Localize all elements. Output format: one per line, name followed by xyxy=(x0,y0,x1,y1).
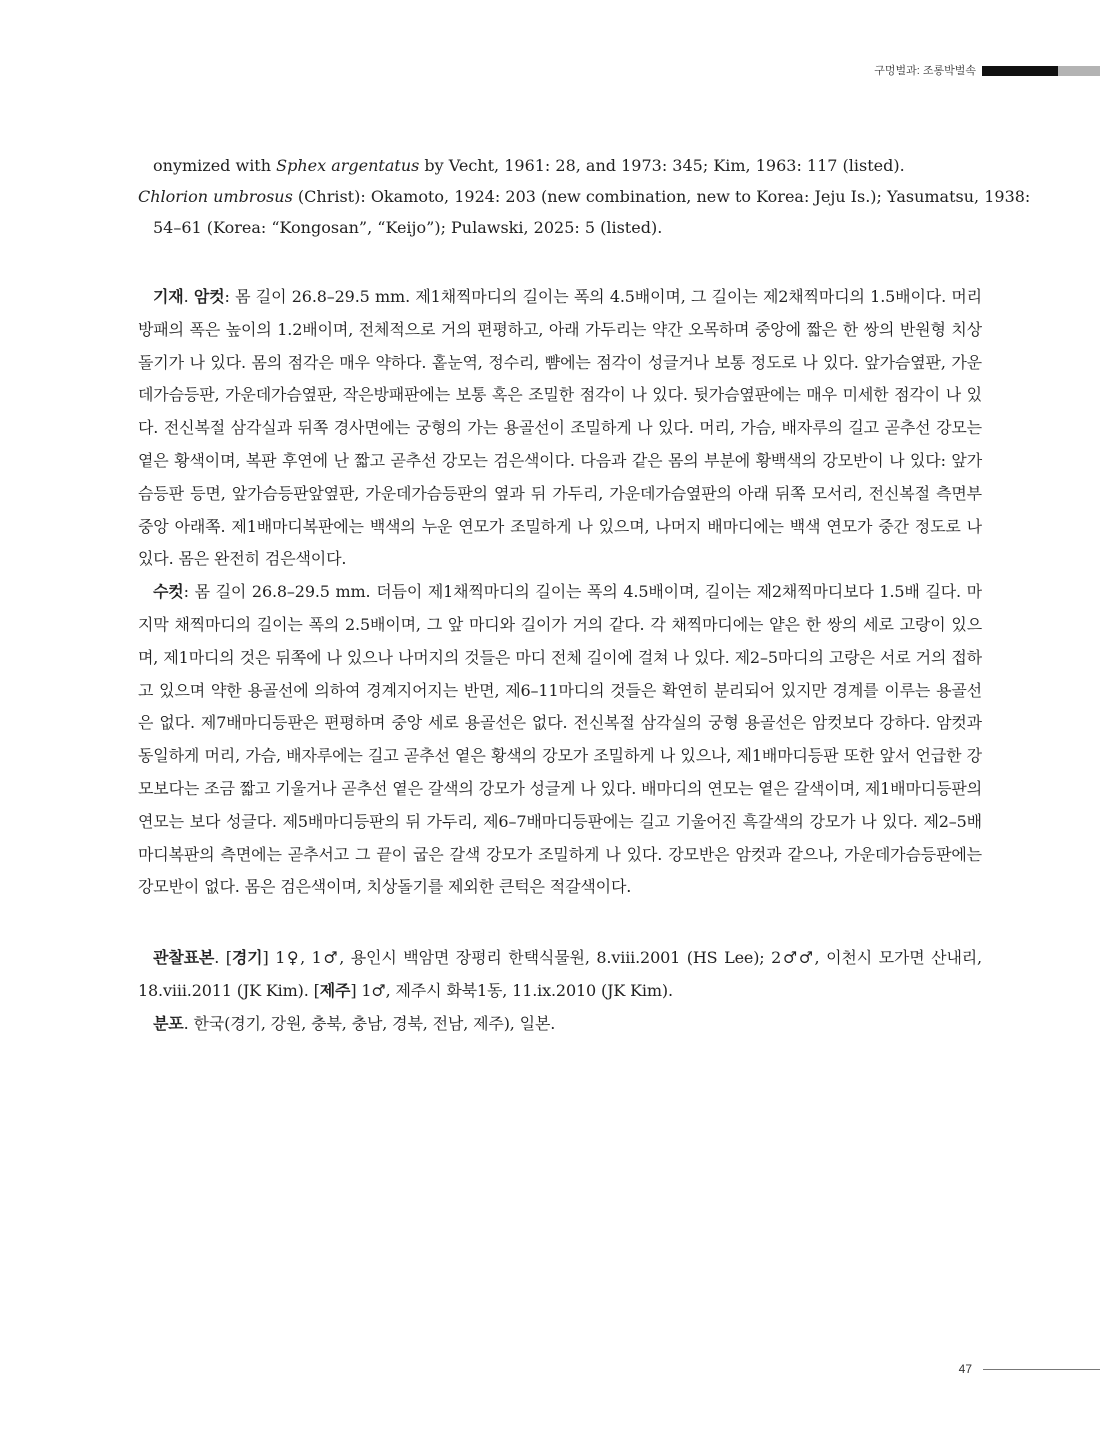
male-label: 수컷 xyxy=(153,582,184,602)
header-bar-light xyxy=(1058,66,1100,76)
page-footer xyxy=(0,1361,1100,1377)
species-name: Chlorion umbrosus xyxy=(138,187,293,206)
synonymy-line-3: 54–61 (Korea: “Kongosan”, “Keijo”); Pulawski, 2025: 5 (listed). xyxy=(153,218,663,237)
synonymy-line-1: onymized with Sphex argentatus by Vecht, 1961: 28, and 1973: 345; Kim, 1963: 117 (listed). xyxy=(153,156,905,175)
page-number: 47 xyxy=(958,1362,972,1376)
region-label: 경기 xyxy=(231,948,263,968)
description-section xyxy=(138,281,982,904)
header-bar-dark xyxy=(982,66,1058,76)
species-name: Sphex argentatus xyxy=(276,156,420,175)
page-body xyxy=(138,150,1031,1041)
material-section xyxy=(138,942,982,1040)
region-label: 제주 xyxy=(319,980,351,1000)
distribution: 분포. 한국(경기, 강원, 충북, 충남, 경북, 전남, 제주), 일본. xyxy=(153,1013,556,1033)
footer-rule xyxy=(983,1369,1100,1370)
male-description: 수컷: 몸 길이 26.8–29.5 mm. 더듬이 제1채찍마디의 길이는 폭의 4.5배이며, 길이는 제2채찍마디보다 1.5배 길다. 마지막 채찍마디의 길이는 폭의 2.5배이며, 그 앞 마디와 길이가 거의 같다. 각 채찍마디에는 얕은 한 쌍의 세로 고랑이 있으며, 제1마디의 것은 뒤쪽에 나 있으나 나머지의 것들은 마디 전체 길이에 걸쳐 나 있다. 제2–5마디의 고랑은 서로 거의 접하고 있으며 약한 용골선에 의하여 경계지어지는 반면, 제6–11마디의 것들은 확연히 분리되어 있지만 경계를 이루는 용골선은 없다. 제7배마디등판은 편평하며 중앙 세로 용골선은 없다. 전신복절 삼각실의 궁형 용골선은 암컷보다 강하다. 암컷과 동일하게 머리, 가슴, 배자루에는 길고 곧추선 옅은 황색의 강모가 조밀하게 나 있으나, 제1배마디등판 또한 앞서 언급한 강모보다는 조금 짧고 기울거나 곧추선 옅은 갈색의 강모가 성글게 나 있다. 배마디의 연모는 옅은 갈색이며, 제1배마디등판의 연모는 보다 성글다. 제5배마디등판의 뒤 가두리, 제6–7배마디등판에는 길고 기울어진 흑갈색의 강모가 나 있다. 제2–5배마디복판의 측면에는 곧추서고 그 끝이 굽은 갈색 강모가 조밀하게 나 있다. 강모반은 암컷과 같으나, 가운데가슴등판에는 강모반이 없다. 몸은 검은색이며, 치상돌기를 제외한 큰턱은 적갈색이다. xyxy=(138,582,982,897)
running-head xyxy=(0,64,1100,78)
synonymy-list xyxy=(138,150,1031,243)
section-heading: 기재 xyxy=(153,287,184,306)
running-title: 구멍벌과: 조롱박벌속 xyxy=(874,65,976,77)
female-description: 기재. 암컷: 몸 길이 26.8–29.5 mm. 제1채찍마디의 길이는 폭의 4.5배이며, 그 길이는 제2채찍마디의 1.5배이다. 머리방패의 폭은 높이의 1.2배이며, 전체적으로 거의 편평하고, 아래 가두리는 약간 오목하며 중앙에 짧은 한 쌍의 반원형 치상돌기가 나 있다. 몸의 점각은 매우 약하다. 홑눈역, 정수리, 뺨에는 점각이 성글거나 보통 정도로 나 있다. 앞가슴옆판, 가운데가슴등판, 가운데가슴옆판, 작은방패판에는 보통 혹은 조밀한 점각이 나 있다. 뒷가슴옆판에는 매우 미세한 점각이 나 있다. 전신복절 삼각실과 뒤쪽 경사면에는 궁형의 가는 용골선이 조밀하게 나 있다. 머리, 가슴, 배자루의 길고 곧추선 강모는 옅은 황색이며, 복판 후연에 난 짧고 곧추선 강모는 검은색이다. 다음과 같은 몸의 부분에 황백색의 강모반이 나 있다: 앞가슴등판 등면, 앞가슴등판앞옆판, 가운데가슴등판의 옆과 뒤 가두리, 가운데가슴옆판의 아래 뒤쪽 모서리, 전신복절 측면부 중앙 아래쪽. 제1배마디복판에는 백색의 누운 연모가 조밀하게 나 있으며, 나머지 배마디에는 백색 연모가 중간 정도로 나 있다. 몸은 완전히 검은색이다. xyxy=(138,287,982,569)
section-heading: 관찰표본 xyxy=(153,948,215,968)
material-examined: 관찰표본. [경기] 1♀, 1♂, 용인시 백암면 장평리 한택식물원, 8.viii.2001 (HS Lee); 2♂♂, 이천시 모가면 산내리, 18.viii.2011 (JK Kim). [제주] 1♂, 제주시 화북1동, 11.ix.2010 (JK Kim). xyxy=(138,948,982,1000)
female-label: 암컷 xyxy=(193,287,225,306)
synonymy-line-2: Chlorion umbrosus (Christ): Okamoto, 1924: 203 (new combination, new to Korea: Jeju Is.); Yasumatsu, 1938: xyxy=(138,187,1031,206)
distribution-label: 분포 xyxy=(153,1013,184,1033)
